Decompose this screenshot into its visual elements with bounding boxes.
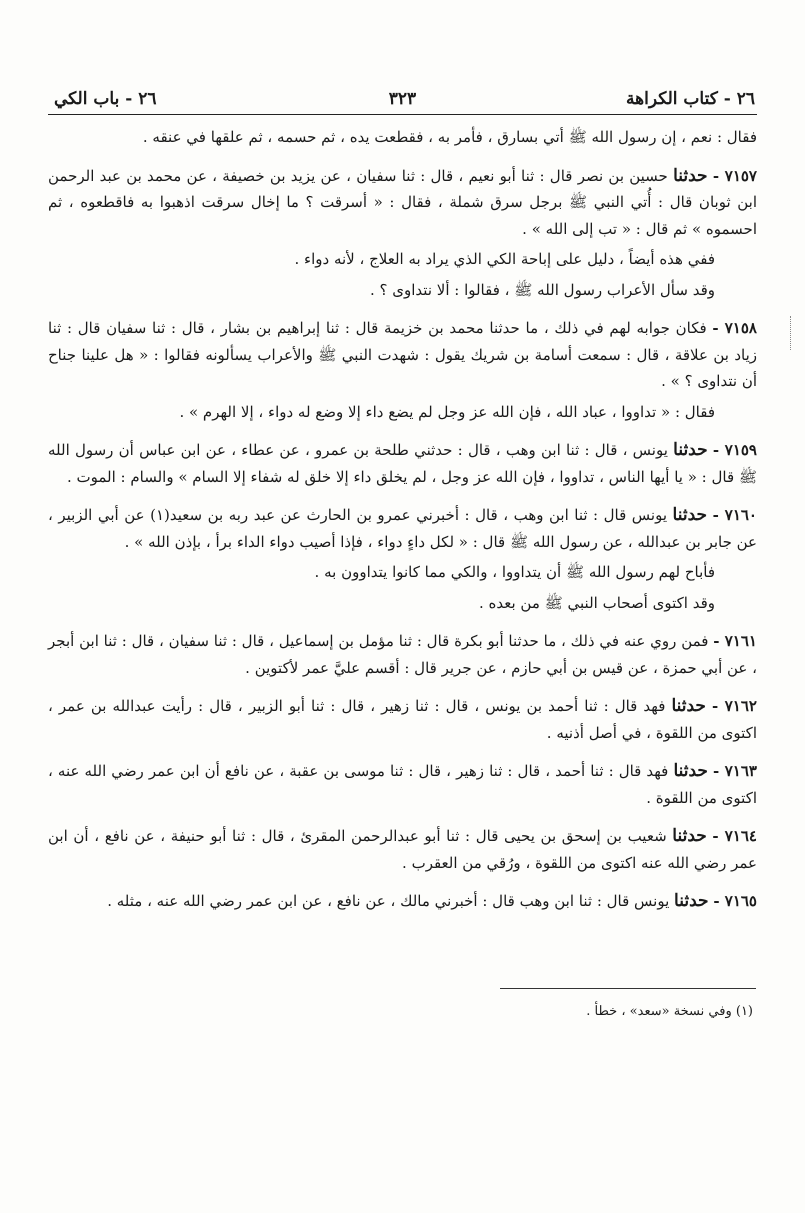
hadith-entry <box>48 163 757 243</box>
hadith-text: حسين بن نصر قال : ثنا أبو نعيم ، قال : ثنا سفيان ، عن يزيد بن خصيفة ، عن محمد بن عبد الرحمن ابن ثوبان قال : أُتي النبي ﷺ برجل سرق شملة ، فقال : « أسرقت ؟ ما إخال سرقت اذهبوا به فاقطعوه ، ثم احسموه » ثم قال : « تب إلى الله » . <box>48 166 757 238</box>
hadith-text: فهد قال : ثنا أحمد بن يونس ، قال : ثنا زهير ، قال : ثنا أبو الزبير ، قال : رأيت عبدالله بن عمر ، اكتوى من اللقوة ، في أصل أذنيه . <box>48 697 757 742</box>
hadith-text: يونس قال : ثنا ابن وهب قال : أخبرني مالك ، عن نافع ، عن ابن عمر رضي الله عنه ، مثله . <box>107 892 670 910</box>
paragraph <box>48 277 757 304</box>
hadith-number: ٧١٥٨ - <box>712 319 757 337</box>
paragraph <box>48 559 757 586</box>
paragraph-text: فقال : « تداووا ، عباد الله ، فإن الله عز وجل لم يضع داء إلا وضع له دواء ، إلا الهرم » . <box>179 402 715 421</box>
paragraph-text: ففي هذه أيضاً ، دليل على إباحة الكي الذي يراد به العلاج ، لأنه دواء . <box>294 250 715 268</box>
hadith-keyword: حدثنا <box>674 891 709 911</box>
hadith-number: ٧١٦٠ - <box>712 506 757 524</box>
hadith-text: يونس ، قال : ثنا ابن وهب ، قال : حدثني طلحة بن عمرو ، عن عطاء ، عن ابن عباس أن رسول الله ﷺ قال : « يا أيها الناس ، تداووا ، فإن الله عز وجل ، لم يخلق داء إلا خلق له شفاء إلا السام » والسام : الموت . <box>48 441 757 486</box>
hadith-entry <box>48 628 757 681</box>
footnote-divider <box>500 988 756 989</box>
paragraph <box>48 124 757 151</box>
paragraph-text: فقال : نعم ، إن رسول الله ﷺ أتي بسارق ، فأمر به ، فقطعت يده ، ثم حسمه ، ثم علقها في عنقه . <box>142 128 757 146</box>
hadith-text: فمن روي عنه في ذلك ، ما حدثنا أبو بكرة قال : ثنا مؤمل بن إسماعيل ، قال : ثنا سفيان ، قال : ثنا ابن أبجر ، عن أبي حمزة ، عن قيس بن أبي حازم ، عن جرير قال : أقسم عليَّ عمر لأكتوين . <box>48 632 757 677</box>
hadith-text: شعيب بن إسحق بن يحيى قال : ثنا أبو عبدالرحمن المقرئ ، قال : ثنا أبو حنيفة ، عن نافع ، أن ابن عمر رضي الله عنه اكتوى من اللقوة ، ورُقي من العقرب . <box>48 827 757 872</box>
hadith-number: ٧١٥٩ - <box>712 441 757 459</box>
hadith-text: فكان جوابه لهم في ذلك ، ما حدثنا محمد بن خزيمة قال : ثنا إبراهيم بن بشار ، قال : ثنا سفيان قال : ثنا زياد بن علاقة ، قال : سمعت أسامة بن شريك يقول : شهدت النبي ﷺ والأعراب يسألونه فقالوا : « هل علينا جناح أن نتداوى ؟ » . <box>48 319 757 390</box>
hadith-number: ٧١٦٢ - <box>712 697 757 715</box>
running-header <box>48 80 757 115</box>
hadith-keyword: حدثنا <box>671 696 706 716</box>
paragraph-text: وقد سأل الأعراب رسول الله ﷺ ، فقالوا : ألا نتداوى ؟ . <box>370 280 715 299</box>
paragraph <box>48 399 757 426</box>
hadith-keyword: حدثنا <box>673 440 708 460</box>
hadith-number: ٧١٦٣ - <box>713 762 757 780</box>
hadith-entry <box>48 315 757 395</box>
hadith-number: ٧١٥٧ - <box>712 166 757 185</box>
hadith-entry <box>48 888 757 915</box>
text-body <box>48 124 757 915</box>
paragraph-text: فأباح لهم رسول الله ﷺ أن يتداووا ، والكي مما كانوا يتداوون به . <box>314 563 715 581</box>
hadith-entry <box>48 693 757 746</box>
hadith-number: ٧١٦٥ - <box>713 892 757 910</box>
hadith-text: يونس قال : ثنا ابن وهب ، قال : أخبرني عمرو بن الحارث عن عبد ربه بن سعيد(١) عن أبي الزبير ، عن جابر بن عبدالله ، عن رسول الله ﷺ قال : « لكل داءٍ دواء ، فإذا أصيب دواء الداء برأ ، بإذن الله » . <box>48 506 757 551</box>
hadith-number: ٧١٦١ - <box>713 632 757 650</box>
header-chapter-title: ٢٦ - باب الكي <box>54 89 157 109</box>
hadith-keyword: حدثنا <box>673 165 708 186</box>
paragraph <box>48 246 757 273</box>
hadith-entry <box>48 823 757 876</box>
hadith-keyword: حدثنا <box>672 826 707 846</box>
hadith-keyword: حدثنا <box>672 505 708 525</box>
hadith-entry <box>48 502 757 555</box>
paragraph-text: وقد اكتوى أصحاب النبي ﷺ من بعده . <box>478 593 715 612</box>
paragraph <box>48 590 757 617</box>
hadith-entry <box>48 437 757 490</box>
hadith-keyword: حدثنا <box>673 761 708 781</box>
footnote: (١) وفي نسخة «سعد» ، خطأ . <box>586 1004 753 1019</box>
margin-mark <box>787 316 791 350</box>
hadith-number: ٧١٦٤ - <box>712 827 757 845</box>
page-number: ٣٢٣ <box>388 89 417 109</box>
header-book-title: ٢٦ - كتاب الكراهة <box>626 89 755 109</box>
hadith-entry <box>48 758 757 811</box>
hadith-text: فهد قال : ثنا أحمد ، قال : ثنا زهير ، قال : ثنا موسى بن عقبة ، عن نافع أن ابن عمر رضي الله عنه ، اكتوى من اللقوة . <box>48 762 757 807</box>
